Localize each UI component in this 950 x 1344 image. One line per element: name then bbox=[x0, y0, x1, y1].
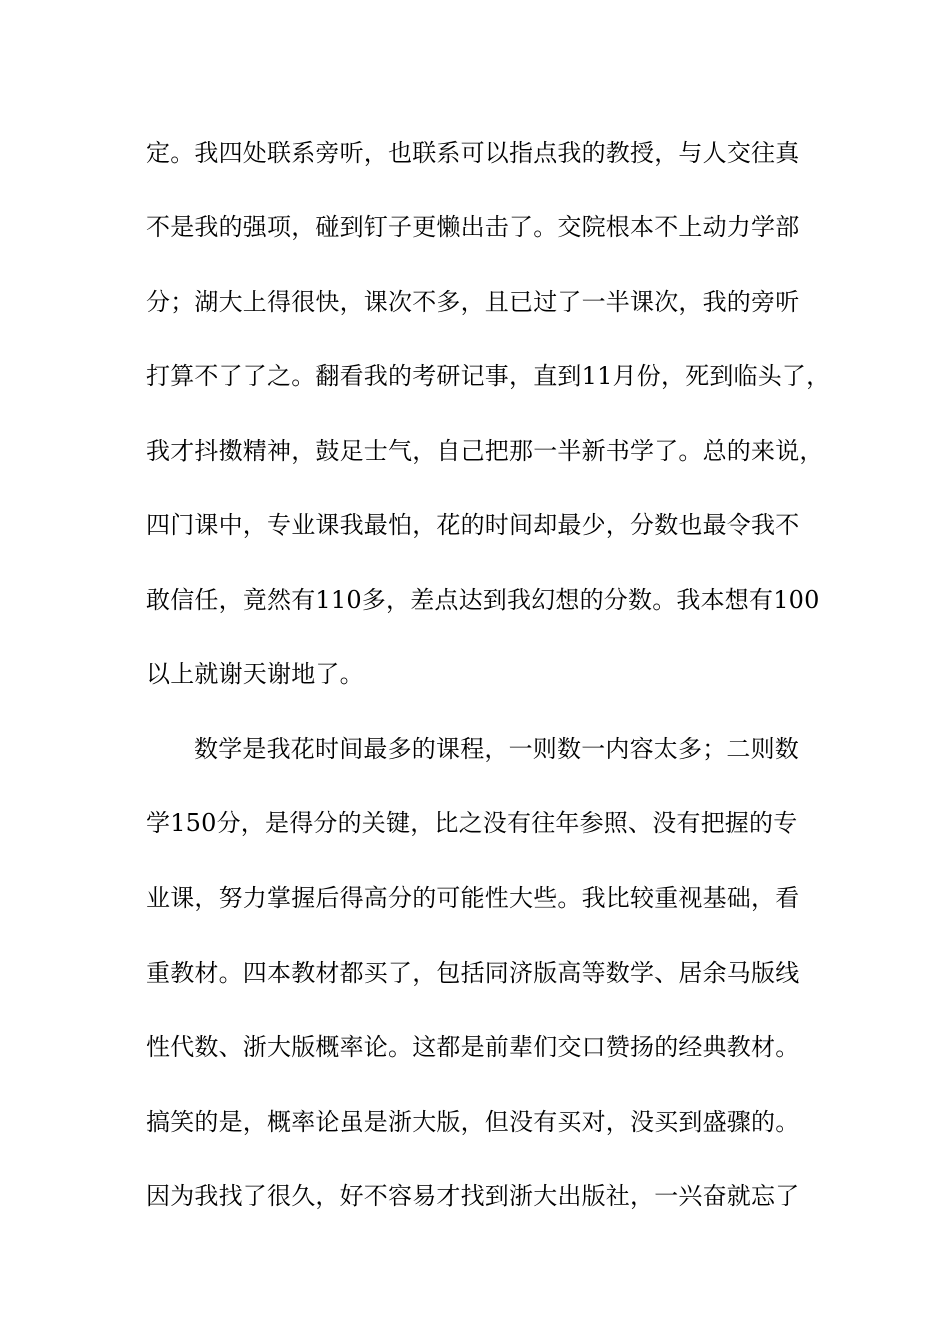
paragraph-1-line-4: 打算不了了之。翻看我的考研记事，直到11月份，死到临头了， bbox=[146, 362, 831, 390]
paragraph-2-line-3: 业课，努力掌握后得高分的可能性大些。我比较重视基础，看 bbox=[146, 884, 800, 912]
paragraph-1-line-1: 定。我四处联系旁听，也联系可以指点我的教授，与人交往真 bbox=[146, 139, 800, 167]
paragraph-2-line-5: 性代数、浙大版概率论。这都是前辈们交口赞扬的经典教材。 bbox=[146, 1033, 800, 1061]
paragraph-2-line-2: 学150分，是得分的关键，比之没有往年参照、没有把握的专 bbox=[146, 809, 798, 837]
paragraph-1-line-3: 分；湖大上得很快，课次不多，且已过了一半课次，我的旁听 bbox=[146, 288, 800, 316]
paragraph-1-line-7: 敢信任，竟然有110多，差点达到我幻想的分数。我本想有100 bbox=[146, 586, 820, 614]
paragraph-1-line-2: 不是我的强项，碰到钉子更懒出击了。交院根本不上动力学部 bbox=[146, 213, 800, 241]
paragraph-1-line-8: 以上就谢天谢地了。 bbox=[146, 660, 364, 688]
paragraph-1-line-5: 我才抖擞精神，鼓足士气，自己把那一半新书学了。总的来说， bbox=[146, 437, 824, 465]
paragraph-2-line-1: 数学是我花时间最多的课程，一则数一内容太多；二则数 bbox=[194, 735, 799, 763]
paragraph-2-line-4: 重教材。四本教材都买了，包括同济版高等数学、居余马版线 bbox=[146, 959, 800, 987]
paragraph-1-line-6: 四门课中，专业课我最怕，花的时间却最少，分数也最令我不 bbox=[146, 511, 800, 539]
paragraph-2-line-7: 因为我找了很久，好不容易才找到浙大出版社，一兴奋就忘了 bbox=[146, 1182, 800, 1210]
paragraph-2-line-6: 搞笑的是，概率论虽是浙大版，但没有买对，没买到盛骤的。 bbox=[146, 1108, 800, 1136]
